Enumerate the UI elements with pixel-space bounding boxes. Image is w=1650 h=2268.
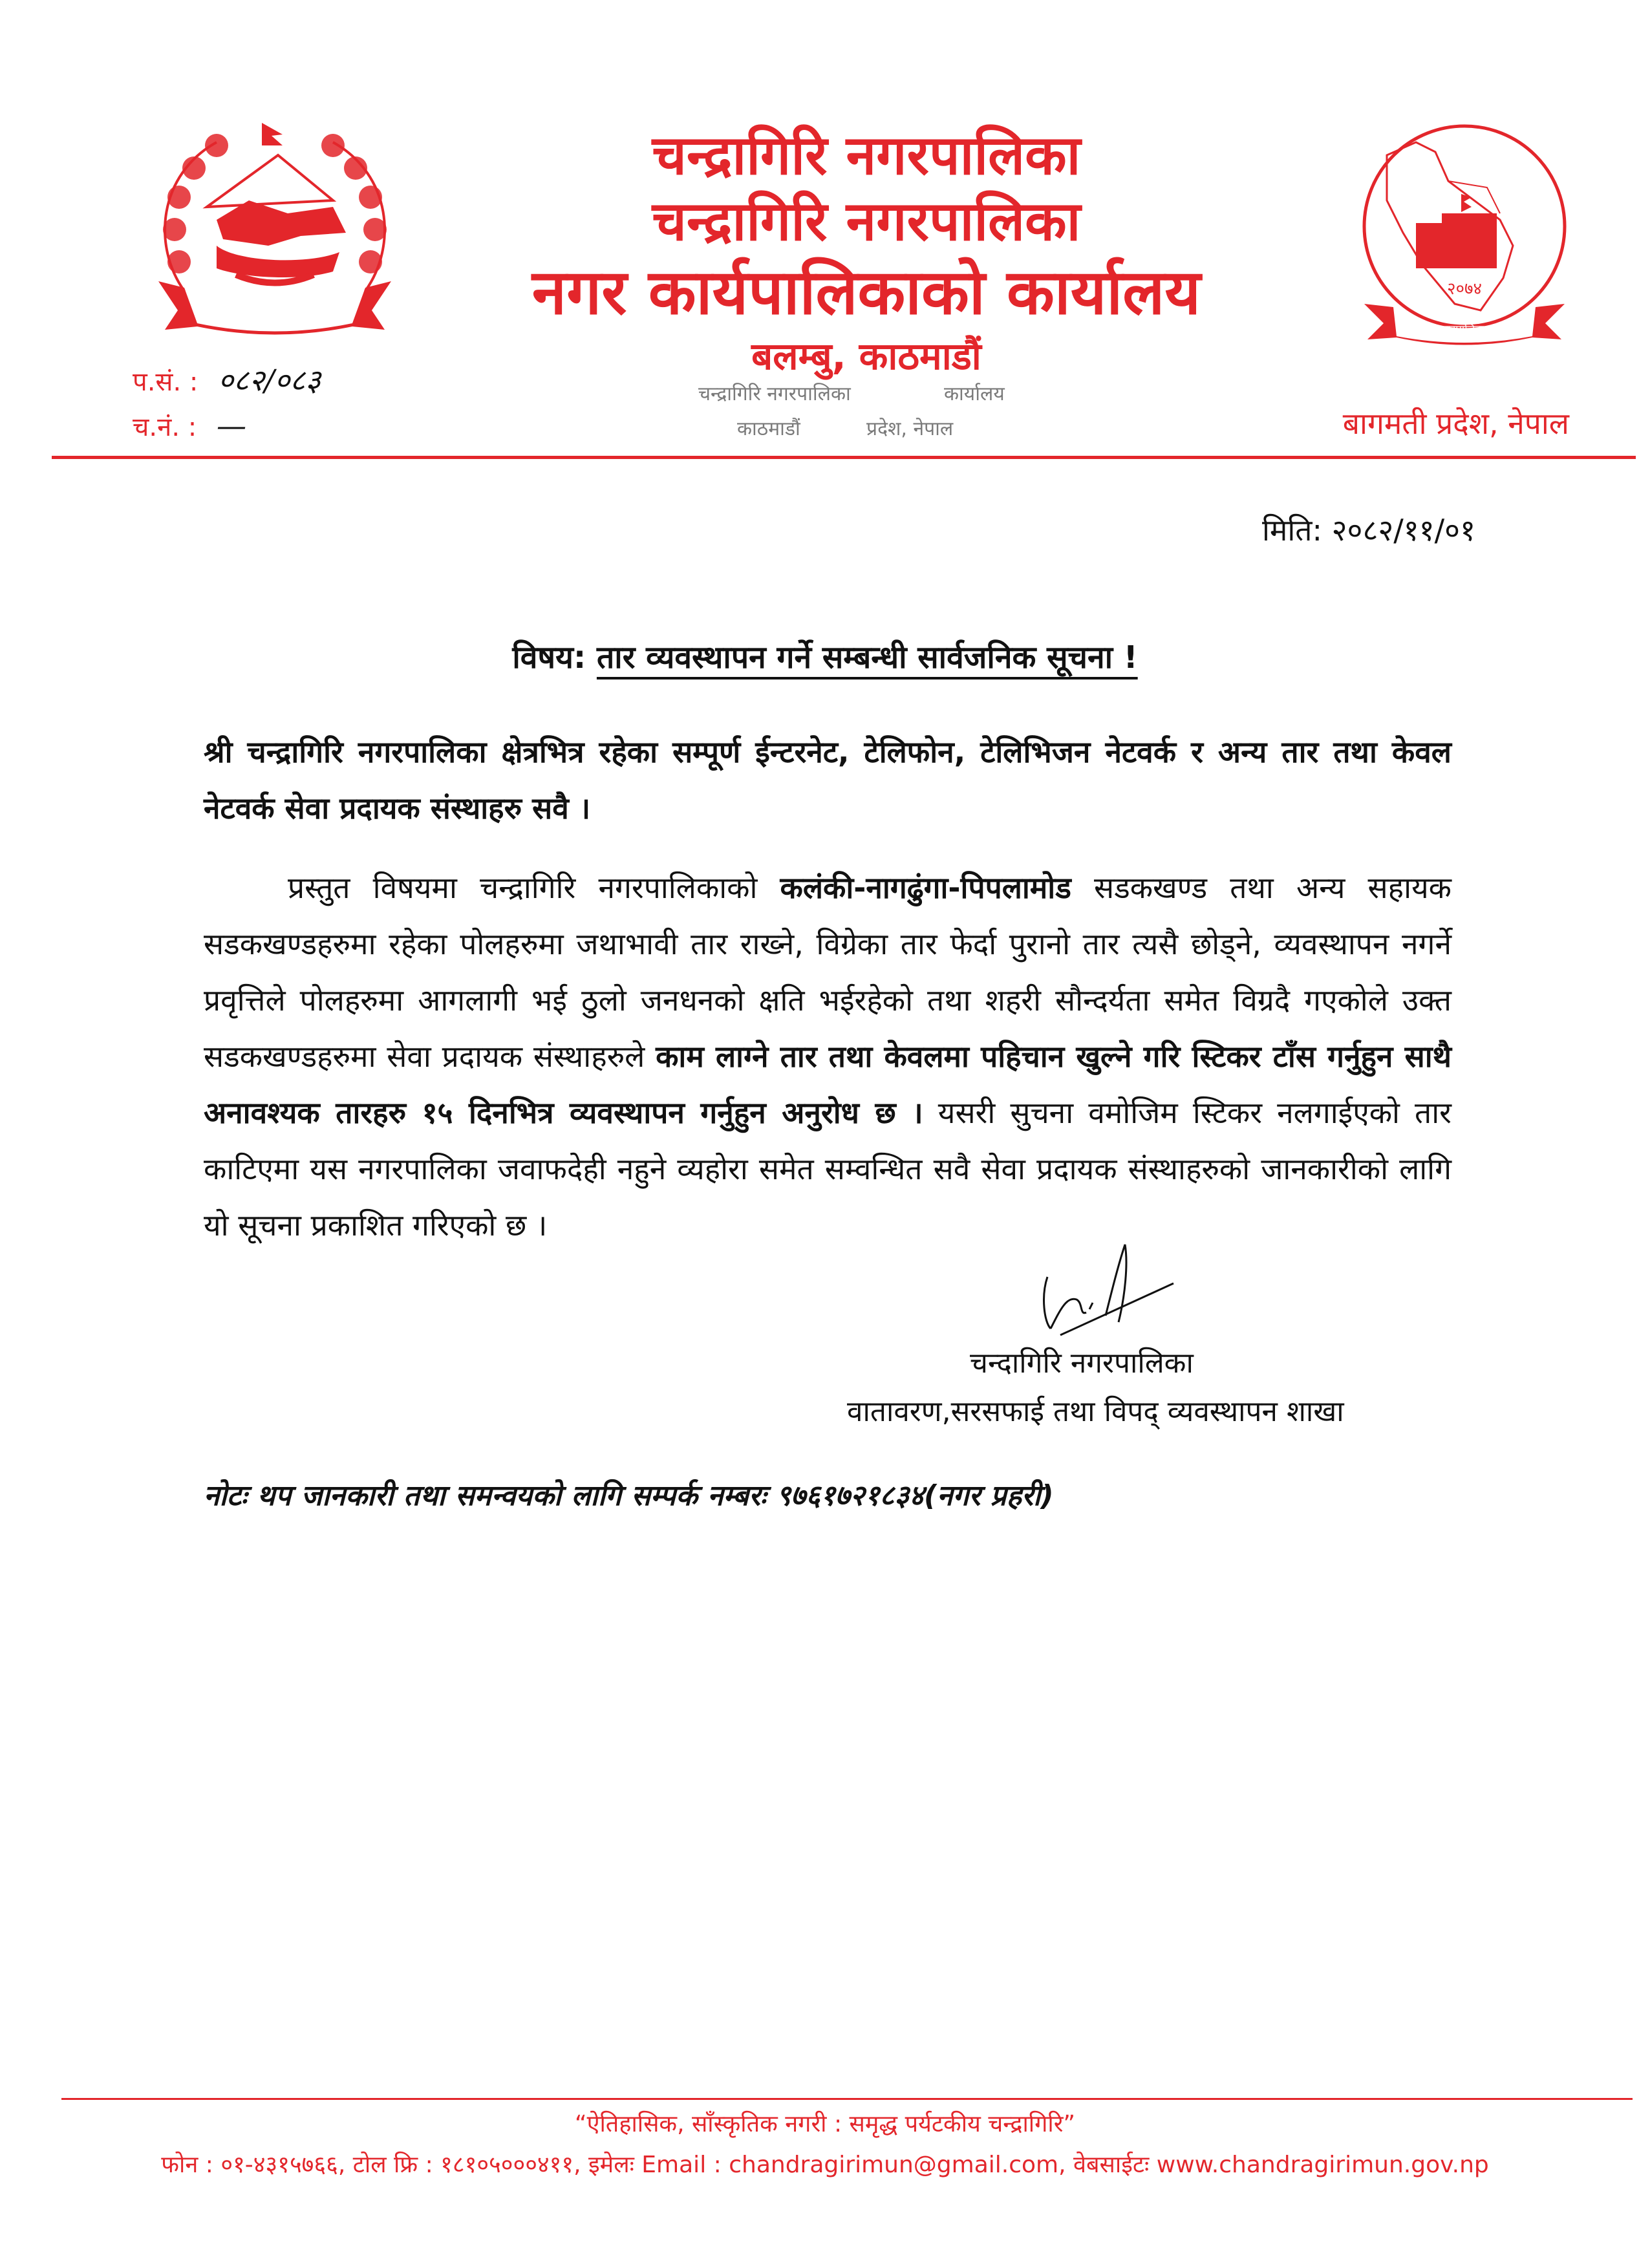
municipality-name: चन्द्रागिरि नगरपालिका	[652, 123, 1081, 187]
stamp-text: कार्यालय	[944, 383, 1005, 405]
subject-text: तार व्यवस्थापन गर्ने सम्बन्धी सार्वजनिक सूचना !	[596, 639, 1138, 676]
email-link[interactable]: chandragirimun@gmail.com	[729, 2152, 1059, 2178]
notice-body	[204, 860, 1452, 1254]
letter-number-label: प.सं. :	[133, 367, 198, 397]
body-text: यसरी सुचना वमोजिम स्टिकर नलगाईएको तार काटिएमा यस नगरपालिका जवाफदेही नहुने व्यहोरा समेत सम्वन्धित सवै सेवा प्रदायक संस्थाहरुको जानकारीको लागि यो सूचना प्रकाशित गरिएको छ ।	[204, 1095, 1452, 1243]
footer-motto: “ऐतिहासिक, साँस्कृतिक नगरी : समृद्ध पर्यटकीय चन्द्रागिरि”	[574, 2111, 1076, 2137]
footer-divider	[61, 2098, 1633, 2100]
contact-note: नोटः थप जानकारी तथा समन्वयको लागि सम्पर्क नम्बरः ९७६१७२१८३४(नगर प्रहरी)	[204, 1479, 1054, 1512]
body-text: सडकखण्ड तथा अन्य सहायक सडकखण्डहरुमा रहेका पोलहरुमा जथाभावी तार राख्ने, विग्रेका तार फेर्दा पुरानो तार त्यसै छोड्ने, व्यवस्थापन नगर्ने प्रवृत्तिले पोलहरुमा आगलागी भई ठुलो जनधनको क्षति भईरहेको तथा शहरी सौन्दर्यता समेत विग्रदै गएकोले उक्त सडकखण्डहरुमा सेवा प्रदायक संस्थाहरुले	[204, 870, 1452, 1074]
dispatch-number-value: —	[216, 408, 246, 443]
letter-number	[133, 362, 321, 400]
dispatch-number	[133, 407, 246, 445]
phone-label: फोन :	[161, 2152, 213, 2178]
subject-label: विषय:	[512, 639, 586, 676]
stamp-text: प्रदेश, नेपाल	[866, 418, 954, 440]
stamp-text: चन्द्रागिरि नगरपालिका	[698, 383, 851, 405]
body-text: प्रस्तुत विषयमा चन्द्रागिरि नगरपालिकाको	[288, 870, 780, 905]
signatory-organization: चन्दागिरि नगरपालिका	[970, 1347, 1194, 1380]
logo-year: २०७४	[1446, 279, 1483, 299]
chandragiri-municipality-logo	[1325, 116, 1603, 349]
office-stamp	[698, 383, 1086, 453]
logo-ribbon-text: चन्द्रागिरि नगरपालिका, काठमाडौं	[1400, 323, 1529, 336]
request-text: काम लाग्ने तार तथा केवलमा पहिचान खुल्ने गरि स्टिकर टाँस गर्नुहुन साथै अनावश्यक तारहरु १५ दिनभित्र व्यवस्थापन गर्नुहुन अनुरोध छ ।	[204, 1039, 1452, 1130]
province-country: बागमती प्रदेश, नेपाल	[1342, 406, 1569, 441]
road-section: कलंकी-नागढुंगा-पिपलामोड	[780, 870, 1071, 905]
office-name: नगर कार्यपालिकाको कार्यालय	[531, 256, 1201, 328]
office-address: बलम्बु, काठमाडौं	[751, 334, 981, 378]
emblem-motto: जननी जन्मभूमिश्च स्वर्गादपि गरीयसी	[202, 312, 348, 325]
website-label: वेबसाईटः	[1073, 2152, 1150, 2178]
dispatch-number-label: च.नं. :	[133, 412, 197, 442]
footer-contacts: फोन : ०१-४३१५७६६, टोल फ्रि : १८१०५०००४११, इमेलः Email : chandragirimun@gmail.com, वेबसाईटः www.chandragirimun.gov.np	[161, 2152, 1489, 2178]
email-label: इमेलः Email :	[588, 2152, 722, 2178]
header-divider	[52, 456, 1636, 459]
tollfree-number: १८१०५०००४११	[440, 2152, 574, 2178]
letter-number-value: ०८२/०८३	[218, 363, 321, 398]
letter-date: मिति: २०८२/११/०१	[1261, 513, 1475, 548]
website-link[interactable]: www.chandragirimun.gov.np	[1156, 2152, 1489, 2178]
nepal-coat-of-arms-emblem	[139, 116, 411, 343]
municipality-name-duplicate: चन्द्रागिरि नगरपालिका	[652, 189, 1081, 253]
phone-number: ०१-४३१५७६६	[220, 2152, 338, 2178]
tollfree-label: टोल फ्रि :	[352, 2152, 433, 2178]
signatory-department: वातावरण,सरसफाई तथा विपद् व्यवस्थापन शाखा	[847, 1395, 1344, 1428]
stamp-text: काठमाडौं	[737, 418, 800, 440]
addressee: श्री चन्द्रागिरि नगरपालिका क्षेत्रभित्र रहेका सम्पूर्ण ईन्टरनेट, टेलिफोन, टेलिभिजन नेटवर्क र अन्य तार तथा केवल नेटवर्क सेवा प्रदायक संस्थाहरु सवै ।	[204, 734, 1452, 826]
subject-line	[0, 637, 1650, 678]
handwritten-signature	[1022, 1238, 1190, 1342]
